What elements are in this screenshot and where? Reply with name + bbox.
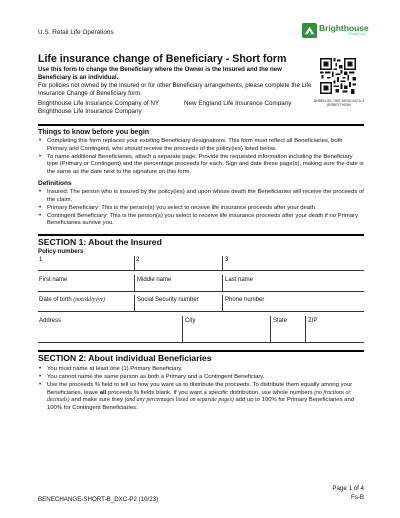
bullet-3-part-d: add up to 100% for Primary Beneficiaries and 100% for Contingent Beneficiaries. (47, 397, 354, 411)
form-title: Life insurance change of Beneficiary - Short form (38, 53, 287, 65)
brand-sub: FINANCIAL (348, 32, 367, 36)
section2-list (38, 366, 364, 413)
intro-bold-text: Use this form to change the Beneficiary where the Owner is the Insured and the new Beneficiary is an individual. (38, 66, 282, 81)
dob-format: (mm/dd/yyyy) (73, 297, 105, 303)
divider (182, 316, 183, 342)
divider (222, 256, 223, 270)
bullet-3-part-c: and make sure they (69, 397, 125, 403)
divider (38, 124, 364, 126)
dob-label-text: Date of birth (39, 297, 72, 303)
last-name-label: Last name (225, 277, 254, 283)
policy-numbers-label: Policy numbers (38, 248, 84, 255)
definitions-list (38, 189, 364, 228)
divider (270, 316, 271, 342)
ssn-label: Social Security number (137, 297, 199, 303)
intro-text: For policies not owned by the Insured or for other Beneficiary arrangements, please complete the Life Insurance Change of Beneficiary form. (38, 82, 312, 97)
list-item (38, 382, 364, 412)
things-list (38, 138, 364, 177)
brand-name: Brighthouse (319, 23, 369, 33)
bullet-3-italic-1: (no fractions or decimals) (47, 389, 351, 403)
section2-title: SECTION 2: About individual Beneficiaries (38, 353, 212, 363)
section1-title: SECTION 1: About the Insured (38, 237, 162, 247)
list-item: • Primary Beneficiary: This is the person(s) you select to receive life insurance proceeds after your death. (38, 205, 364, 213)
company-1: Brighthouse Life Insurance Company of NY (38, 100, 160, 107)
form-code: BENECHANGE-SHORT-B_DXC-P2 (10/23) (38, 496, 159, 503)
brighthouse-logo (302, 22, 372, 42)
list-item: • Completing this form replaces your existing Beneficiary designations. This form must reflect all Beneficiaries, both Primary and Contingent, who should receive the proceeds of the policy(ies) listed below. (38, 138, 364, 153)
city-label: City (185, 318, 196, 324)
qr-code-text: BHBEN-SE-7WS-ARSD-9A7A-3 (RRBEFTHEW) (313, 99, 365, 108)
policy-2-label: 2 (136, 257, 140, 263)
divider (38, 234, 364, 236)
bullet-3-italic-2: (and any percentages listed on separate pages) (124, 397, 234, 403)
first-name-label: First name (39, 277, 68, 283)
footer-code-right: Fs-B (350, 494, 364, 502)
divider (222, 295, 223, 311)
company-2: Brighthouse Life Insurance Company (38, 108, 142, 116)
page-number: Page 1 of 4 (332, 485, 364, 492)
department-label: U.S. Retail Life Operations (38, 29, 114, 36)
list-item: • You cannot name the same person as both a Primary and a Contingent Beneficiary. (38, 374, 364, 382)
divider (134, 275, 135, 291)
definitions-heading: Definitions (38, 180, 72, 187)
middle-name-label: Middle name (137, 277, 172, 283)
divider (134, 295, 135, 311)
bullet-3-part-a: Use the proceeds % field to tell us how you want us to distribute the proceeds. To distribute them equally among your Beneficiaries, leave (47, 382, 353, 396)
name-field[interactable] (38, 291, 364, 292)
address-label: Address (39, 318, 62, 324)
state-label: State (273, 318, 288, 324)
company-3: New England Life Insurance Company (184, 100, 292, 107)
list-item: • To name additional Beneficiaries, attach a separate page. Provide the requested information including the Beneficiary type (Primary or Contingent) and the percentage proceeds for each. Sign and date these page(s), making sure the date is the same as the date next to the signature on this form. (38, 154, 364, 177)
company-list (38, 100, 159, 116)
address-field[interactable] (38, 342, 364, 343)
divider (222, 275, 223, 291)
phone-label: Phone number (225, 297, 265, 303)
dob-label (39, 297, 105, 304)
list-item: • Contingent Beneficiary: This is the person(s) you select to receive life insurance proceeds after your death if no Primary Beneficiaries survive you. (38, 213, 364, 228)
bullet-3-part-b: proceeds % fields blank. If you want a specific distribution, use whole numbers (106, 389, 315, 396)
bullet-3-all: all (99, 389, 107, 396)
divider (134, 256, 135, 270)
divider (38, 350, 364, 352)
zip-label: ZIP (308, 318, 318, 324)
list-item: • Insured: The person who is insured by the policy(ies) and upon whose death the Beneficiaries will receive the proceeds of the claim. (38, 189, 364, 204)
policy-numbers-field[interactable] (38, 270, 364, 271)
list-item: • You must name at least one (1) Primary Beneficiary. (38, 366, 364, 374)
brighthouse-logo-icon (302, 23, 317, 38)
policy-1-label: 1 (39, 257, 43, 263)
things-heading: Things to know before you begin (38, 128, 150, 136)
dob-ssn-phone-field[interactable] (38, 311, 364, 312)
qr-code-icon (320, 58, 356, 94)
page-info (322, 484, 364, 503)
divider (305, 316, 306, 342)
policy-3-label: 3 (225, 257, 229, 263)
